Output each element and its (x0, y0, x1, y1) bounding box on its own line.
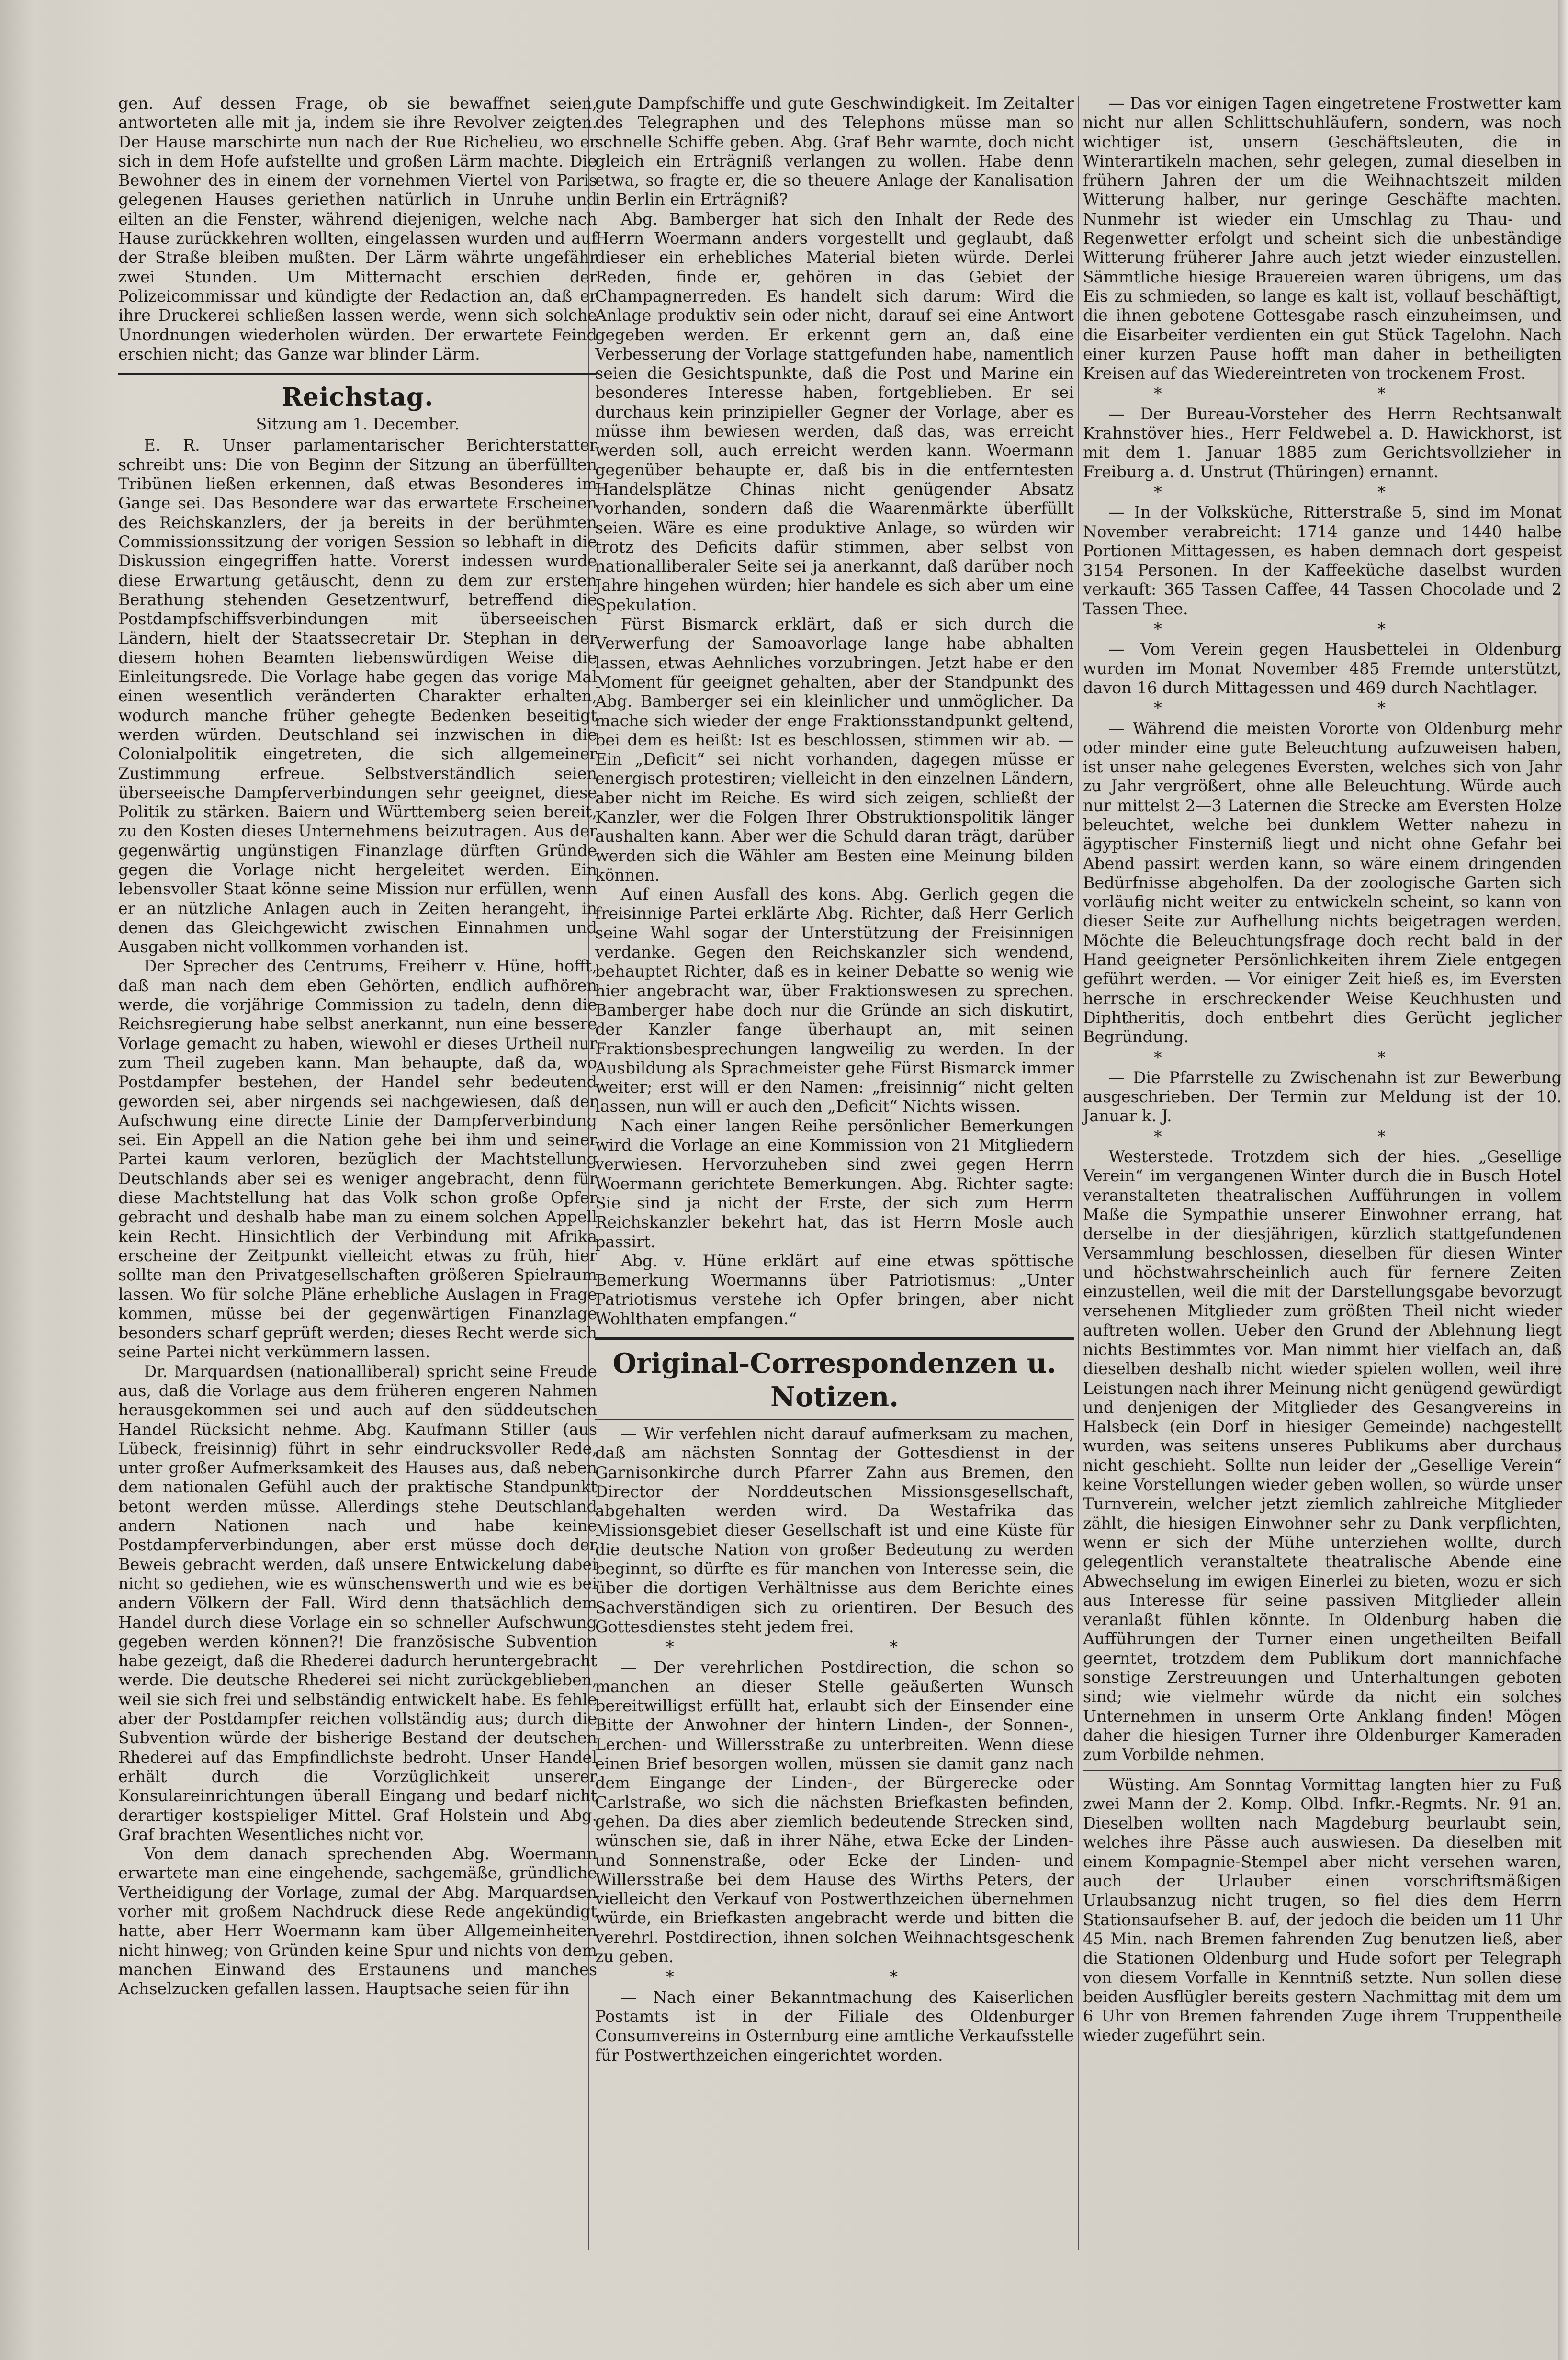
column-right (1083, 94, 1562, 2045)
separator-stars: * * (666, 1637, 1003, 1657)
separator-stars: * * (1153, 482, 1491, 501)
paragraph: Nach einer langen Reihe persönlicher Bemerkungen wird die Vorlage an eine Kommission von 21 Mitgliedern verwiesen. Hervorzuheben sind zwei gegen Herrn Woermann gerichtete Bemerkungen. Abg. Richter sagte: Sie sind ja nicht der Erste, der sich zum Herrn Reichskanzler bekehrt hat, das ist Herrn Mosle auch passirt. (595, 1116, 1074, 1251)
notice: Westerstede. Trotzdem sich der hies. „Gesellige Verein“ im vergangenen Winter durch die in Busch Hotel veranstalteten theatralischen Aufführungen in vollem Maße die Sympathie unserer Einwohner errang, hat derselbe in der diesjährigen, kürzlich stattgefundenen Versammlung beschlossen, dieselben für diesen Winter und höchstwahrscheinlich auch für fernere Zeiten einzustellen, weil die mit der Darstellungsgabe bevorzugt versehenen Mitglieder zum größten Theil nicht wieder auftreten wollen. Ueber den Grund der Ablehnung liegt nichts Bestimmtes vor. Man nimmt hier vielfach an, daß dieselben deshalb nicht wieder spielen wollen, weil ihre Leistungen nach ihrer Meinung nicht genügend gewürdigt und denjenigen der Mitglieder des Gesangvereins in Halsbeck (ein Dorf in hiesiger Gemeinde) nachgestellt wurden, was seitens unseres Publikums aber durchaus nicht geschieht. Sollte nun leider der „Gesellige Verein“ keine Vorstellungen wieder geben wollen, so würde unser Turnverein, welcher jetzt ziemlich zahlreiche Mitglieder zählt, die hiesigen Einwohner sehr zu Dank verpflichten, wenn er sich der Mühe unterziehen wollte, durch gelegentlich veranstaltete theatralische Abende eine Abwechselung im ewigen Einerlei zu bieten, wozu er sich aus Interesse für seine passiven Mitglieder allein veranlaßt fühlen könnte. In Oldenburg haben die Aufführungen der Turner einen ungetheilten Beifall geerntet, trotzdem dem Publikum dort mannichfache sonstige Zerstreuungen und Unterhaltungen geboten sind; wie vielmehr würde da nicht ein solches Unternehmen in unserm Orte Anklang finden! Mögen daher die hiesigen Turner ihre Oldenburger Kameraden zum Vorbilde nehmen. (1083, 1147, 1562, 1764)
column-left (118, 94, 597, 1999)
column-rule (1078, 96, 1079, 2250)
paragraph: E. R. Unser parlamentarischer Berichterstatter schreibt uns: Die von Beginn der Sitzung an überfüllten Tribünen ließen erkennen, daß etwas Besonderes im Gange sei. Das Besondere war das erwartete Erscheinen des Reichskanzlers, der ja bereits in der berühmten Commissionssitzung der vorigen Session so lebhaft in die Diskussion eingegriffen hatte. Vorerst indessen wurde diese Erwartung getäuscht, denn zu dem zur ersten Berathung stehenden Gesetzentwurf, betreffend die Postdampfschiffsverbindungen mit überseeischen Ländern, hielt der Staatssecretair Dr. Stephan in der diesem hohen Beamten liebenswürdigen Weise die Einleitungsrede. Die Vorlage habe gegen das vorige Mal einen wesentlich veränderten Charakter erhalten, wodurch manche früher gehegte Bedenken beseitigt werden würden. Deutschland sei inzwischen in die Colonialpolitik eingetreten, die sich allgemeiner Zustimmung erfreue. Selbstverständlich seien überseeische Dampferverbindungen sehr geeignet, diese Politik zu stärken. Baiern und Württemberg seien bereit, zu den Kosten dieses Unternehmens beizutragen. Aus der gegenwärtig ungünstigen Finanzlage dürften Gründe gegen die Vorlage nicht hergeleitet werden. Ein lebensvoller Staat könne seine Mission nur erfüllen, wenn er an nützliche Anlagen auch in Zeiten herangeht, in denen das Gleichgewicht zwischen Einnahmen und Ausgaben nicht vollkommen vorhanden ist. (118, 436, 597, 957)
notice: — Vom Verein gegen Hausbettelei in Oldenburg wurden im Monat November 485 Fremde unterstützt, davon 16 durch Mittagessen und 469 durch Nachtlager. (1083, 640, 1562, 697)
notice: — Während die meisten Vororte von Oldenburg mehr oder minder eine gute Beleuchtung aufzuweisen haben, ist unser nahe gelegenes Eversten, welches sich von Jahr zu Jahr vergrößert, ohne alle Beleuchtung. Würde auch nur mittelst 2—3 Laternen die Strecke am Eversten Holze beleuchtet, welche bei dunklem Wetter nahezu in ägyptischer Finsterniß liegt und nicht ohne Gefahr bei Abend passirt werden kann, so wäre einem dringenden Bedürfnisse abgeholfen. Da der zoologische Garten sich vorläufig nicht weiter zu entwickeln scheint, so kann von dieser Seite zur Aufhellung nichts beigetragen werden. Möchte die Beleuchtungsfrage doch recht bald in der Hand geeigneter Persönlichkeiten ihrem Ziele entgegen geführt werden. — Vor einiger Zeit hieß es, im Eversten herrsche in erschreckender Weise Keuchhusten und Diphtheritis, doch entbehrt dies Gerücht jeglicher Begründung. (1083, 719, 1562, 1047)
session-date: Sitzung am 1. December. (256, 415, 460, 434)
separator-stars: * * (1153, 1048, 1491, 1067)
paragraph: gute Dampfschiffe und gute Geschwindigkeit. Im Zeitalter des Telegraphen und des Telephons müsse man so schnelle Schiffe geben. Abg. Graf Behr warnte, doch nicht gleich ein Erträgniß verlangen zu wollen. Habe denn etwa, so fragte er, die so theuere Anlage der Kanalisation in Berlin ein Erträgniß? (595, 94, 1074, 209)
notice: — Nach einer Bekanntmachung des Kaiserlichen Postamts ist in der Filiale des Oldenburger Consumvereins in Osternburg eine amtliche Verkaufsstelle für Postwerthzeichen eingerichtet worden. (595, 1987, 1074, 2065)
notice: — Wir verfehlen nicht darauf aufmerksam zu machen, daß am nächsten Sonntag der Gottesdienst in der Garnisonkirche durch Pfarrer Zahn aus Bremen, den Director der Norddeutschen Missionsgesellschaft, abgehalten werden wird. Da Westafrika das Missionsgebiet dieser Gesellschaft ist und eine Küste für die deutsche Nation von großer Bedeutung zu werden beginnt, so dürfte es für manchen von Interesse sein, die über die dortigen Verhältnisse aus dem Berichte eines Sachverständigen sich zu orientiren. Der Besuch des Gottesdienstes steht jedem frei. (595, 1424, 1074, 1636)
section-rule (118, 373, 597, 375)
notice: — Das vor einigen Tagen eingetretene Frostwetter kam nicht nur allen Schlittschuhläufern, sondern, was noch wichtiger ist, unsern Geschäftsleuten, die in Winterartikeln machen, sehr gelegen, zumal dieselben in frühern Jahren der um die Weihnachtszeit milden Witterung halber, nur geringe Geschäfte machten. Nunmehr ist wieder ein Umschlag zu Thau- und Regenwetter erfolgt und scheint sich die unbeständige Witterung früherer Jahre auch jetzt wieder einzustellen. Sämmtliche hiesige Brauereien waren übrigens, um das Eis zu schmieden, so lange es kalt ist, vollauf beschäftigt, die ihnen gebotene Gottesgabe rasch einzuheimsen, und die Eisarbeiter verdienten ein gut Stück Tagelohn. Nach einer kurzen Pause hofft man daher in betheiligten Kreisen auf das Wiedereintreten von trockenem Frost. (1083, 94, 1562, 383)
section-rule (1083, 1770, 1562, 1771)
page-binding-shadow (0, 0, 57, 2360)
column-middle (595, 94, 1074, 2065)
article-continuation: gen. Auf dessen Frage, ob sie bewaffnet seien, antworteten alle mit ja, indem sie ihre Revolver zeigten. Der Hause marschirte nun nach der Rue Richelieu, wo er sich in dem Hofe aufstellte und großen Lärm machte. Die Bewohner des in einem der vornehmen Viertel von Paris gelegenen Hauses geriethen natürlich in Unruhe und eilten an die Fenster, während diejenigen, welche nach Hause zurückkehren wollten, eingelassen wurden und auf der Straße bleiben mußten. Der Lärm währte ungefähr zwei Stunden. Um Mitternacht erschien der Polizeicommissar und kündigte der Redaction an, daß er ihre Druckerei schließen lassen werde, wenn sich solche Unordnungen wiederholen würden. Der erwartete Feind erschien nicht; das Ganze war blinder Lärm. (118, 94, 597, 363)
separator-stars: * * (666, 1967, 1003, 1987)
paragraph: Abg. v. Hüne erklärt auf eine etwas spöttische Bemerkung Woermanns über Patriotismus: „Unter Patriotismus verstehe ich Opfer bringen, aber nicht Wohlthaten empfangen.“ (595, 1251, 1074, 1328)
notice: — Der verehrlichen Postdirection, die schon so manchen an dieser Stelle geäußerten Wunsch bereitwilligst erfüllt hat, erlaubt sich der Einsender eine Bitte der Anwohner der hintern Linden-, der Sonnen-, Lerchen- und Willersstraße zu unterbreiten. Wenn diese einen Brief besorgen wollen, müssen sie damit ganz nach dem Eingange der Linden-, der Bürgerecke oder Carlstraße, wo sich die nächsten Briefkasten befinden, gehen. Da dies aber ziemlich bedeutende Strecken sind, wünschen sie, daß in ihrer Nähe, etwa Ecke der Linden- und Sonnenstraße, oder Ecke der Linden- und Willersstraße bei dem Hause des Wirths Peters, der vielleicht den Verkauf von Postwerthzeichen übernehmen würde, ein Briefkasten angebracht werde und bitten die verehrl. Postdirection, ihnen solchen Weihnachtsgeschenk zu geben. (595, 1658, 1074, 1966)
paragraph: Fürst Bismarck erklärt, daß er sich durch die Verwerfung der Samoavorlage lange habe abhalten lassen, etwas Aehnliches vorzubringen. Jetzt habe er den Moment für geeignet gehalten, aber der Standpunkt des Abg. Bamberger sei ein kleinlicher und unmöglicher. Da mache sich wieder der enge Fraktionsstandpunkt geltend, bei dem es heißt: Ist es beschlossen, stimmen wir ab. — Ein „Deficit“ sei nicht vorhanden, dagegen müsse er energisch protestiren; vielleicht in den einzelnen Ländern, aber nicht im Reiche. Es wird sich zeigen, schließt der Kanzler, wer die Folgen Ihrer Obstruktionspolitik länger aushalten kann. Aber wer die Schuld daran trägt, darüber werden sich die Wähler am Besten eine Meinung bilden können. (595, 615, 1074, 884)
section-heading-reichstag: Reichstag. (282, 383, 434, 412)
paragraph: Auf einen Ausfall des kons. Abg. Gerlich gegen die freisinnige Partei erklärte Abg. Richter, daß Herr Gerlich seine Wahl sogar der Unterstützung der Freisinnigen verdanke. Gegen den Reichskanzler sich wendend, behauptet Richter, daß es in keiner Debatte so wenig wie hier angebracht war, über Fraktionswesen zu sprechen. Bamberger habe doch nur die Gründe an sich diskutirt, der Kanzler fange überhaupt an, mit seinen Fraktionsbesprechungen langweilig zu werden. In der Ausbildung als Sprachmeister gehe Fürst Bismarck immer weiter; erst will er den Namen: „freisinnig“ nicht gelten lassen, nun will er auch den „Deficit“ Nichts wissen. (595, 885, 1074, 1116)
paragraph: Dr. Marquardsen (nationalliberal) spricht seine Freude aus, daß die Vorlage aus dem früheren engeren Nahmen herausgekommen sei und auch auf den süddeutschen Handel Rücksicht nehme. Abg. Kaufmann Stiller (aus Lübeck, freisinnig) führt in sehr eindrucksvoller Rede, unter großer Aufmerksamkeit des Hauses aus, daß neben dem nationalen Gefühl auch der praktische Standpunkt betont werden müsse. Allerdings stehe Deutschland andern Nationen nach und habe keine Postdampferverbindungen, aber erst müsse doch der Beweis gebracht werden, daß unsere Entwickelung dabei nicht so gediehen, wie es wünschenswerth und wie es bei andern Völkern der Fall. Wird denn thatsächlich dem Handel durch diese Vorlage ein so schneller Aufschwung gegeben werden können?! Die französische Subvention habe gezeigt, daß die Rhederei dadurch heruntergebracht werde. Die deutsche Rhederei sei nicht zurückgeblieben, weil sie sich frei und selbständig entwickelt habe. Es fehle aber der Postdampfer reichen vollständig aus; durch die Subvention würde der bisherige Bestand der deutschen Rhederei auf das Empfindlichste bedroht. Unser Handel erhält durch die Vorzüglichkeit unserer Konsulareinrichtungen überall Eingang und bedarf nicht derartiger kostspieliger Mittel. Graf Holstein und Abg. Graf brachten Wesentliches nicht vor. (118, 1362, 597, 1844)
section-rule (595, 1419, 1074, 1420)
separator-stars: * * (1153, 620, 1491, 639)
notice: Wüsting. Am Sonntag Vormittag langten hier zu Fuß zwei Mann der 2. Komp. Olbd. Infkr.-Regmts. Nr. 91 an. Dieselben wollten nach Magdeburg beurlaubt sein, welches ihre Pässe auch auswiesen. Da dieselben mit einem Kompagnie-Stempel aber nicht versehen waren, auch der Urlauber einen vorschriftsmäßigen Urlaubsanzug nicht trugen, so fiel dies dem Herrn Stationsaufseher B. auf, der jedoch die beiden um 11 Uhr 45 Min. nach Bremen fahrenden Zug benutzen ließ, aber die Stationen Oldenburg und Hude sofort per Telegraph von diesem Vorfalle in Kenntniß setzte. Nun sollen diese beiden Ausflügler bereits gestern Nachmittag mit dem um 6 Uhr von Bremen fahrenden Zuge ihrem Truppentheile wieder zugeführt sein. (1083, 1775, 1562, 2045)
separator-stars: * * (1153, 1127, 1491, 1146)
paragraph: Von dem danach sprechenden Abg. Woermann erwartete man eine eingehende, sachgemäße, gründliche Vertheidigung der Vorlage, zumal der Abg. Marquardsen vorher mit großem Nachdruck diese Rede angekündigt hatte, aber Herr Woermann kam über Allgemeinheiten nicht hinweg; von Gründen keine Spur und nichts von dem manchen Einwand des Erstaunens und manches Achselzucken gefallen lassen. Hauptsache seien für ihn (118, 1844, 597, 1999)
notice: — Der Bureau-Vorsteher des Herrn Rechtsanwalt Krahnstöver hies., Herr Feldwebel a. D. Hawickhorst, ist mit dem 1. Januar 1885 zum Gerichtsvollzieher in Freiburg a. d. Unstrut (Thüringen) ernannt. (1083, 404, 1562, 481)
separator-stars: * * (1153, 699, 1491, 718)
section-heading-correspondence: Original-Correspondenzen u. Notizen. (612, 1347, 1057, 1413)
notice: — In der Volksküche, Ritterstraße 5, sind im Monat November verabreicht: 1714 ganze und 1440 halbe Portionen Mittagessen, es haben demnach dort gespeist 3154 Personen. In der Kaffeeküche daselbst wurden verkauft: 365 Tassen Caffee, 44 Tassen Chocolade und 2 Tassen Thee. (1083, 503, 1562, 618)
separator-stars: * * (1153, 384, 1491, 403)
notice: — Die Pfarrstelle zu Zwischenahn ist zur Bewerbung ausgeschrieben. Der Termin zur Meldung ist der 10. Januar k. J. (1083, 1068, 1562, 1126)
paragraph: Abg. Bamberger hat sich den Inhalt der Rede des Herrn Woermann anders vorgestellt und geglaubt, daß dieser ein erhebliches Material bieten würde. Derlei Reden, finde er, gehören in das Gebiet der Champagnerreden. Es handelt sich darum: Wird die Anlage produktiv sein oder nicht, darauf sei eine Antwort gegeben werden. Er erkennt gern an, daß eine Verbesserung der Vorlage stattgefunden habe, namentlich seien die Gesichtspunkte, daß die Post und Marine ein besonderes Interesse haben, fortgeblieben. Er sei durchaus kein prinzipieller Gegner der Vorlage, aber es müsse ihm bewiesen werden, daß das, was erreicht werden soll, auch erreicht werden kann. Woermann gegenüber behaupte er, daß bis in die entferntesten Handelsplätze Chinas nicht genügender Absatz vorhanden, sondern daß die Waarenmärkte überfüllt seien. Wäre es eine produktive Anlage, so würden wir trotz des Deficits dafür stimmen, aber selbst von nationalliberaler Seite sei ja anerkannt, daß darüber noch Jahre hingehen würden; hier handele es sich aber um eine Spekulation. (595, 209, 1074, 614)
section-rule (595, 1337, 1074, 1340)
paragraph: Der Sprecher des Centrums, Freiherr v. Hüne, hofft, daß man nach dem eben Gehörten, endlich aufhören werde, die vorjährige Commission zu tadeln, denn die Reichsregierung habe selbst anerkannt, nun eine bessere Vorlage gemacht zu haben, wiewohl er dieses Urtheil nur zum Theil zugeben kann. Man behaupte, daß da, wo Postdampfer bestehen, der Handel sehr bedeutend geworden sei, aber nirgends sei nachgewiesen, daß der Aufschwung eine directe Linie der Dampferverbindung sei. Ein Appell an die Nation gehe bei ihm und seiner Partei kaum verloren, bezüglich der Machtstellung Deutschlands aber sei es weniger angebracht, denn für diese Machtstellung hat das Volk schon große Opfer gebracht und deshalb habe man zu einem solchen Appell kein Recht. Hinsichtlich der Verbindung mit Afrika erscheine der Zeitpunkt vielleicht etwas zu früh, hier sollte man den Privatgesellschaften größeren Spielraum lassen. Wo für solche Pläne erhebliche Auslagen in Frage kommen, müsse bei der gegenwärtigen Finanzlage besonders scharf geprüft werden; dieses Recht werde sich seine Partei nicht verkümmern lassen. (118, 957, 597, 1362)
